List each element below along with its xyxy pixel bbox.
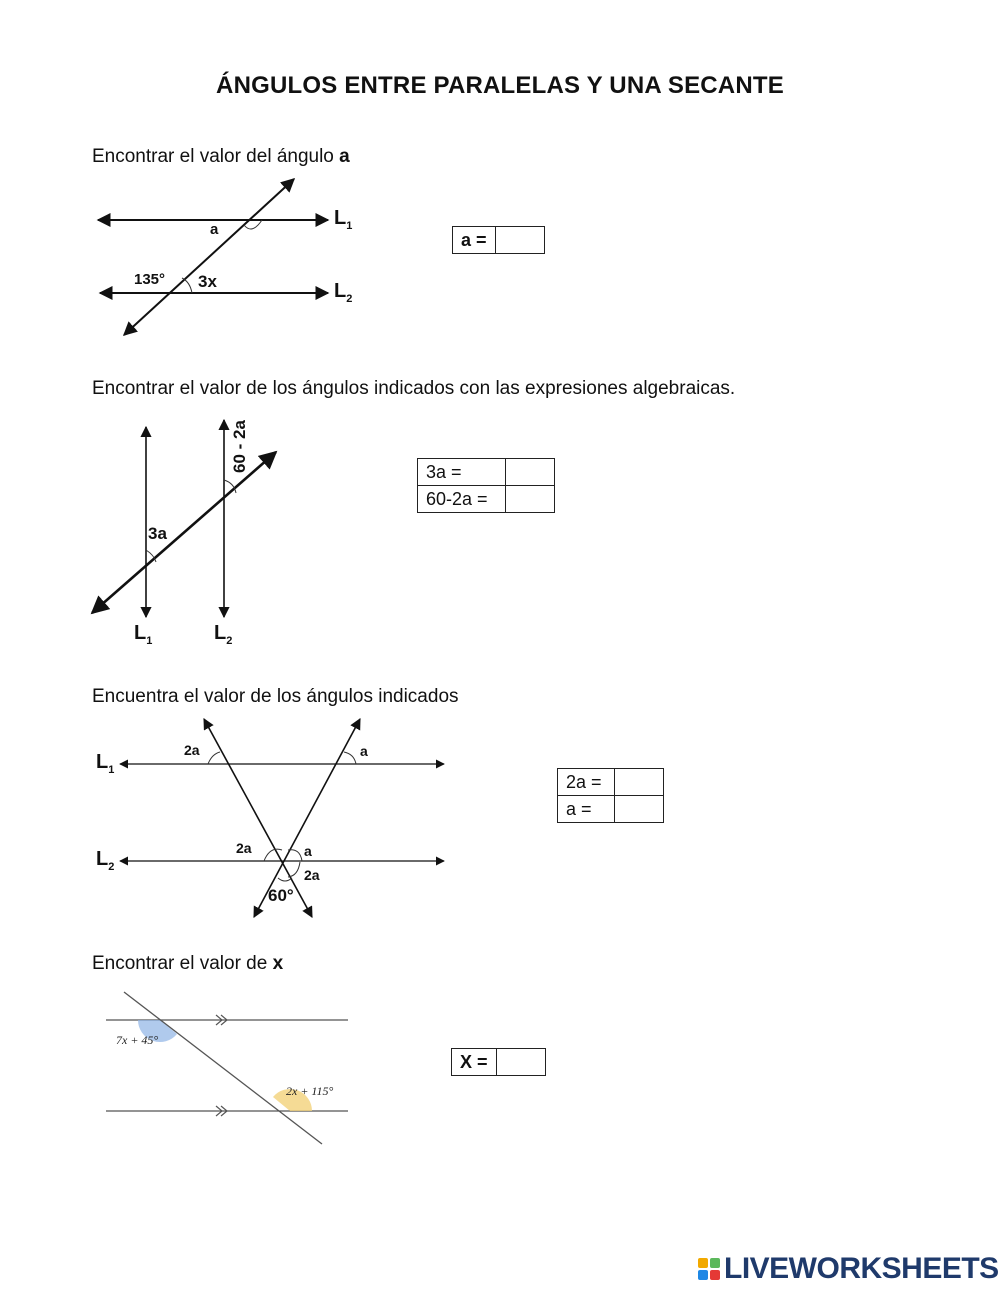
label-angle-a: a [210,221,219,238]
answer-box[interactable] [495,227,544,254]
label-angle-3x: 3x [198,272,217,291]
answer-3a-input[interactable] [506,460,554,485]
label-lower-angle: 2x + 115° [286,1084,334,1098]
secant-line [92,452,276,613]
label-low-right: 2a [304,867,320,883]
label-angle-135: 135° [134,271,166,288]
label-bottom: 60° [268,886,294,905]
problem-2-prompt: Encontrar el valor de los ángulos indicados con las expresiones algebraicas. [92,378,736,399]
answer-label: X = [452,1049,497,1076]
liveworksheets-logo [698,1252,999,1286]
answer-label: a = [558,796,615,823]
label-l1: $L_1$ [96,751,115,776]
problem-3-figure [92,712,452,922]
label-mid-left: 2a [236,840,252,856]
answer-row [453,227,545,254]
angle-arc-top-right [344,752,356,764]
transversal-line [124,992,322,1144]
logo-icon [698,1258,720,1280]
problem-1-answer-table [452,226,545,254]
problem-2-answer-table [417,458,555,513]
answer-label: 3a = [418,459,506,486]
label-mid-right: a [304,843,312,859]
answer-box[interactable] [496,1049,545,1076]
label-l1: $L_1$ [134,622,153,647]
label-top-left: 2a [184,742,200,758]
answer-2a-input[interactable] [615,770,663,795]
problem-4-figure [104,988,354,1148]
answer-box[interactable] [615,769,664,796]
label-l2: $L_2$ [334,280,353,305]
problem-1-figure [92,170,372,345]
angle-arc-mid-right [288,850,302,861]
label-l2: $L_2$ [214,622,233,647]
label-l1: $L_1$ [334,207,353,232]
label-angle-3a: 3a [148,524,167,543]
problem-4-prompt: Encontrar el valor de x [92,953,284,974]
answer-60-2a-input[interactable] [506,487,554,512]
answer-x-input[interactable] [497,1050,545,1075]
answer-box[interactable] [506,486,555,513]
problem-1-prompt: Encontrar el valor del ángulo a [92,146,350,167]
label-top-right: a [360,743,368,759]
answer-label: 60-2a = [418,486,506,513]
answer-row [452,1049,546,1076]
label-angle-60-2a: 60 - 2a [230,420,249,473]
problem-3-answer-table [557,768,664,823]
angle-arc-top-left [208,752,220,764]
answer-row [418,459,555,486]
answer-label: 2a = [558,769,615,796]
problem-3-prompt: Encuentra el valor de los ángulos indicados [92,686,459,707]
answer-row [558,769,664,796]
answer-row [558,796,664,823]
answer-box[interactable] [506,459,555,486]
problem-2-figure [88,405,298,650]
transversal-1 [204,719,312,917]
problem-4-answer-table [451,1048,546,1076]
angle-arc-bottom [278,878,292,881]
label-l2: $L_2$ [96,848,115,873]
secant-line [124,179,294,335]
angle-arc-mid-left [264,849,282,861]
answer-box[interactable] [615,796,664,823]
answer-row [418,486,555,513]
label-upper-angle: 7x + 45° [116,1033,159,1047]
worksheet-title: ÁNGULOS ENTRE PARALELAS Y UNA SECANTE [216,72,784,99]
answer-a-input[interactable] [496,228,544,253]
logo-text: LIVEWORKSHEETS [724,1252,999,1285]
answer-label: a = [453,227,496,254]
answer-a-input[interactable] [615,797,663,822]
